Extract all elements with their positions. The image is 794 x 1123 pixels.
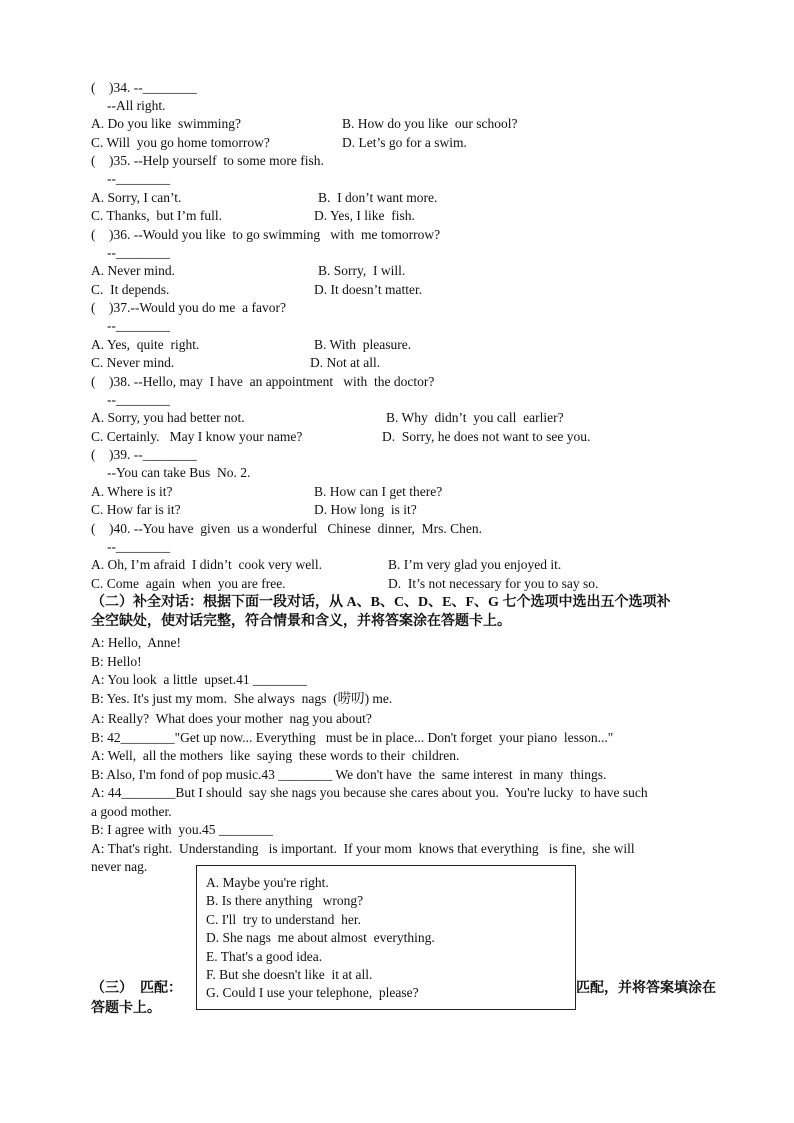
dialogue-line: A: 44________But I should say she nags you because she cares about you. You're lucky to have such: [91, 785, 648, 800]
option-b: B. How do you like our school?: [342, 116, 518, 131]
question-reply: --________: [107, 171, 170, 186]
section-3-heading-right: 匹配，并将答案填涂在: [576, 981, 716, 996]
section-3-heading: （三） 匹配：: [91, 981, 182, 996]
question-stem: ( )38. --Hello, may I have an appointment with the doctor?: [91, 374, 435, 389]
section-2-heading-cont: 全空缺处，使对话完整，符合情景和含义，并将答案涂在答题卡上。: [91, 614, 511, 629]
question-stem: ( )39. --________: [91, 447, 197, 462]
option-a: A. Yes, quite right.: [91, 337, 200, 352]
question-reply: --You can take Bus No. 2.: [107, 465, 251, 480]
option-d: D. Yes, I like fish.: [314, 208, 415, 223]
option-a: A. Where is it?: [91, 484, 173, 499]
option-d: D. It’s not necessary for you to say so.: [388, 576, 599, 591]
question-reply: --All right.: [107, 98, 166, 113]
section-3-heading-cont: 答题卡上。: [91, 1001, 161, 1016]
options-box: [196, 865, 576, 1010]
dialogue-line: B: Hello!: [91, 654, 142, 669]
option-c: C. It depends.: [91, 282, 170, 297]
dialogue-line: B: 42________"Get up now... Everything must be in place... Don't forget your piano lesson...": [91, 730, 614, 745]
question-reply: --________: [107, 539, 170, 554]
option-item: D. She nags me about almost everything.: [206, 930, 435, 945]
option-c: C. Certainly. May I know your name?: [91, 429, 303, 444]
option-d: D. How long is it?: [314, 502, 417, 517]
option-item: F. But she doesn't like it at all.: [206, 967, 373, 982]
question-reply: --________: [107, 245, 170, 260]
option-b: B. Why didn’t you call earlier?: [386, 410, 564, 425]
question-stem: ( )37.--Would you do me a favor?: [91, 300, 286, 315]
dialogue-line: A: Hello, Anne!: [91, 635, 181, 650]
dialogue-line: A: That's right. Understanding is important. If your mom knows that everything is fine, she will: [91, 841, 635, 856]
option-item: G. Could I use your telephone, please?: [206, 985, 419, 1000]
option-item: A. Maybe you're right.: [206, 875, 329, 890]
option-d: D. Let’s go for a swim.: [342, 135, 467, 150]
option-item: E. That's a good idea.: [206, 949, 323, 964]
option-c: C. Come again when you are free.: [91, 576, 286, 591]
dialogue-line: B: I agree with you.45 ________: [91, 822, 273, 837]
dialogue-line: B: Yes. It's just my mom. She always nags (唠叨) me.: [91, 691, 393, 706]
dialogue-line: never nag.: [91, 859, 148, 874]
option-c: C. Thanks, but I’m full.: [91, 208, 222, 223]
option-a: A. Sorry, I can’t.: [91, 190, 182, 205]
option-b: B. With pleasure.: [314, 337, 412, 352]
question-reply: --________: [107, 392, 170, 407]
question-stem: ( )34. --________: [91, 80, 197, 95]
dialogue-line: A: Really? What does your mother nag you about?: [91, 711, 372, 726]
option-a: A. Do you like swimming?: [91, 116, 241, 131]
question-stem: ( )36. --Would you like to go swimming with me tomorrow?: [91, 227, 441, 242]
option-c: C. Will you go home tomorrow?: [91, 135, 270, 150]
dialogue-line: A: Well, all the mothers like saying these words to their children.: [91, 748, 460, 763]
option-c: C. Never mind.: [91, 355, 175, 370]
option-a: A. Sorry, you had better not.: [91, 410, 245, 425]
option-a: A. Oh, I’m afraid I didn’t cook very well.: [91, 557, 323, 572]
dialogue-line: a good mother.: [91, 804, 172, 819]
question-stem: ( )35. --Help yourself to some more fish.: [91, 153, 324, 168]
option-b: B. How can I get there?: [314, 484, 443, 499]
option-d: D. It doesn’t matter.: [314, 282, 423, 297]
option-item: C. I'll try to understand her.: [206, 912, 362, 927]
option-c: C. How far is it?: [91, 502, 181, 517]
option-b: B. Sorry, I will.: [318, 263, 406, 278]
dialogue-line: A: You look a little upset.41 ________: [91, 672, 308, 687]
option-d: D. Sorry, he does not want to see you.: [382, 429, 591, 444]
question-stem: ( )40. --You have given us a wonderful Chinese dinner, Mrs. Chen.: [91, 521, 483, 536]
option-item: B. Is there anything wrong?: [206, 893, 364, 908]
option-d: D. Not at all.: [310, 355, 381, 370]
option-a: A. Never mind.: [91, 263, 175, 278]
section-2-heading: （二）补全对话：根据下面一段对话，从 A、B、C、D、E、F、G 七个选项中选出五个选项补: [91, 595, 671, 610]
option-b: B. I don’t want more.: [318, 190, 438, 205]
option-b: B. I’m very glad you enjoyed it.: [388, 557, 562, 572]
question-reply: --________: [107, 318, 170, 333]
dialogue-line: B: Also, I'm fond of pop music.43 ________ We don't have the same interest in many things.: [91, 767, 607, 782]
